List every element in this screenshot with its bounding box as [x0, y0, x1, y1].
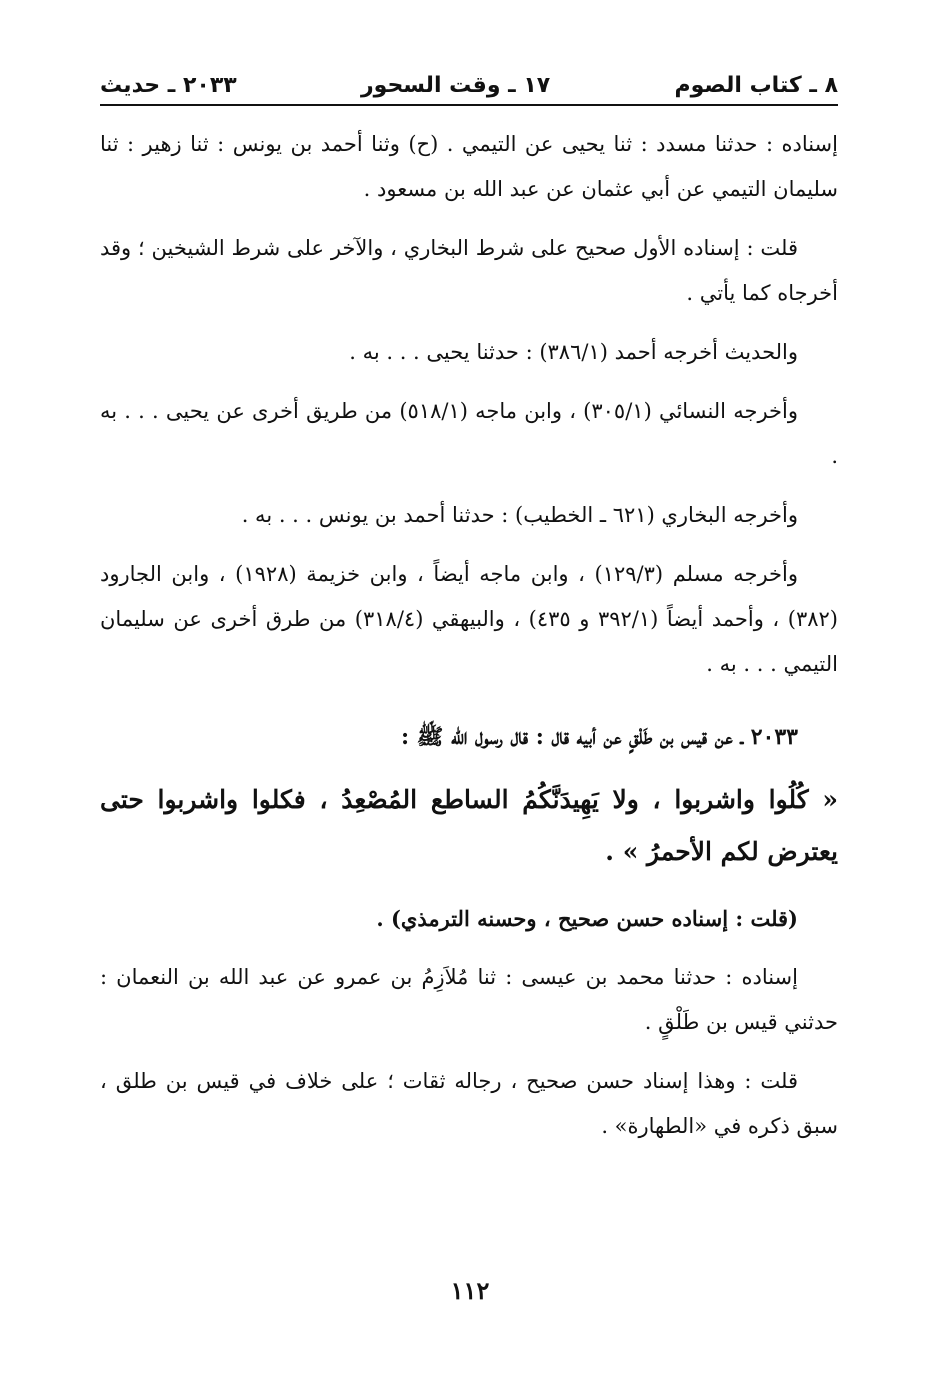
header-section: ١٧ ـ وقت السحور — [360, 72, 551, 98]
header-divider — [100, 104, 838, 106]
commentary-paragraph: قلت : إسناده الأول صحيح على شرط البخاري ، والآخر على شرط الشيخين ؛ وقد أخرجاه كما يأتي . — [100, 236, 838, 305]
header-book-chapter: ٨ ـ كتاب الصوم — [674, 72, 838, 98]
header-hadith-number: ٢٠٣٣ ـ حديث — [100, 72, 237, 98]
hadith-heading: ٢٠٣٣ ـ عن قيس بن طَلْقٍ عن أبيه قال : قال رسول الله ﷺ : — [400, 724, 798, 750]
hadith-text: « كُلُوا واشربوا ، ولا يَهِيدَنَّكُمُ الساطع المُصْعِدُ ، فكلوا واشربوا حتى يعترض لكم الأحمرُ » . — [100, 785, 838, 866]
takhrij-paragraph: وأخرجه النسائي (٣٠٥/١) ، وابن ماجه (٥١٨/١) من طريق أخرى عن يحيى . . . به . — [100, 399, 838, 468]
isnad-paragraph: إسناده : حدثنا مسدد : ثنا يحيى عن التيمي . (ح) وثنا أحمد بن يونس : ثنا زهير : ثنا سليمان التيمي عن أبي عثمان عن عبد الله بن مسعود . — [100, 132, 838, 201]
page-number: ١١٢ — [450, 1276, 490, 1305]
hadith-note: قلت : وهذا إسناد حسن صحيح ، رجاله ثقات ؛ على خلاف في قيس بن طلق ، سبق ذكره في «الطهارة» . — [100, 1069, 838, 1138]
running-header — [100, 68, 838, 102]
page-body — [100, 122, 838, 1163]
takhrij-paragraph: وأخرجه البخاري (٦٢١ ـ الخطيب) : حدثنا أحمد بن يونس . . . به . — [241, 503, 798, 527]
takhrij-paragraph: وأخرجه مسلم (١٢٩/٣) ، وابن ماجه أيضاً ، وابن خزيمة (١٩٢٨) ، وابن الجارود (٣٨٢) ، وأحمد أيضاً (٣٩٢/١ و ٤٣٥) ، والبيهقي (٣١٨/٤) من طرق أخرى عن سليمان التيمي . . . به . — [100, 562, 838, 676]
hadith-isnad: إسناده : حدثنا محمد بن عيسى : ثنا مُلاَزِمُ بن عمرو عن عبد الله بن النعمان : حدثني قيس بن طَلْقٍ . — [100, 965, 838, 1034]
hadith-grade: (قلت : إسناده حسن صحيح ، وحسنه الترمذي) . — [376, 906, 798, 931]
takhrij-paragraph: والحديث أخرجه أحمد (٣٨٦/١) : حدثنا يحيى . . . به . — [349, 340, 798, 364]
